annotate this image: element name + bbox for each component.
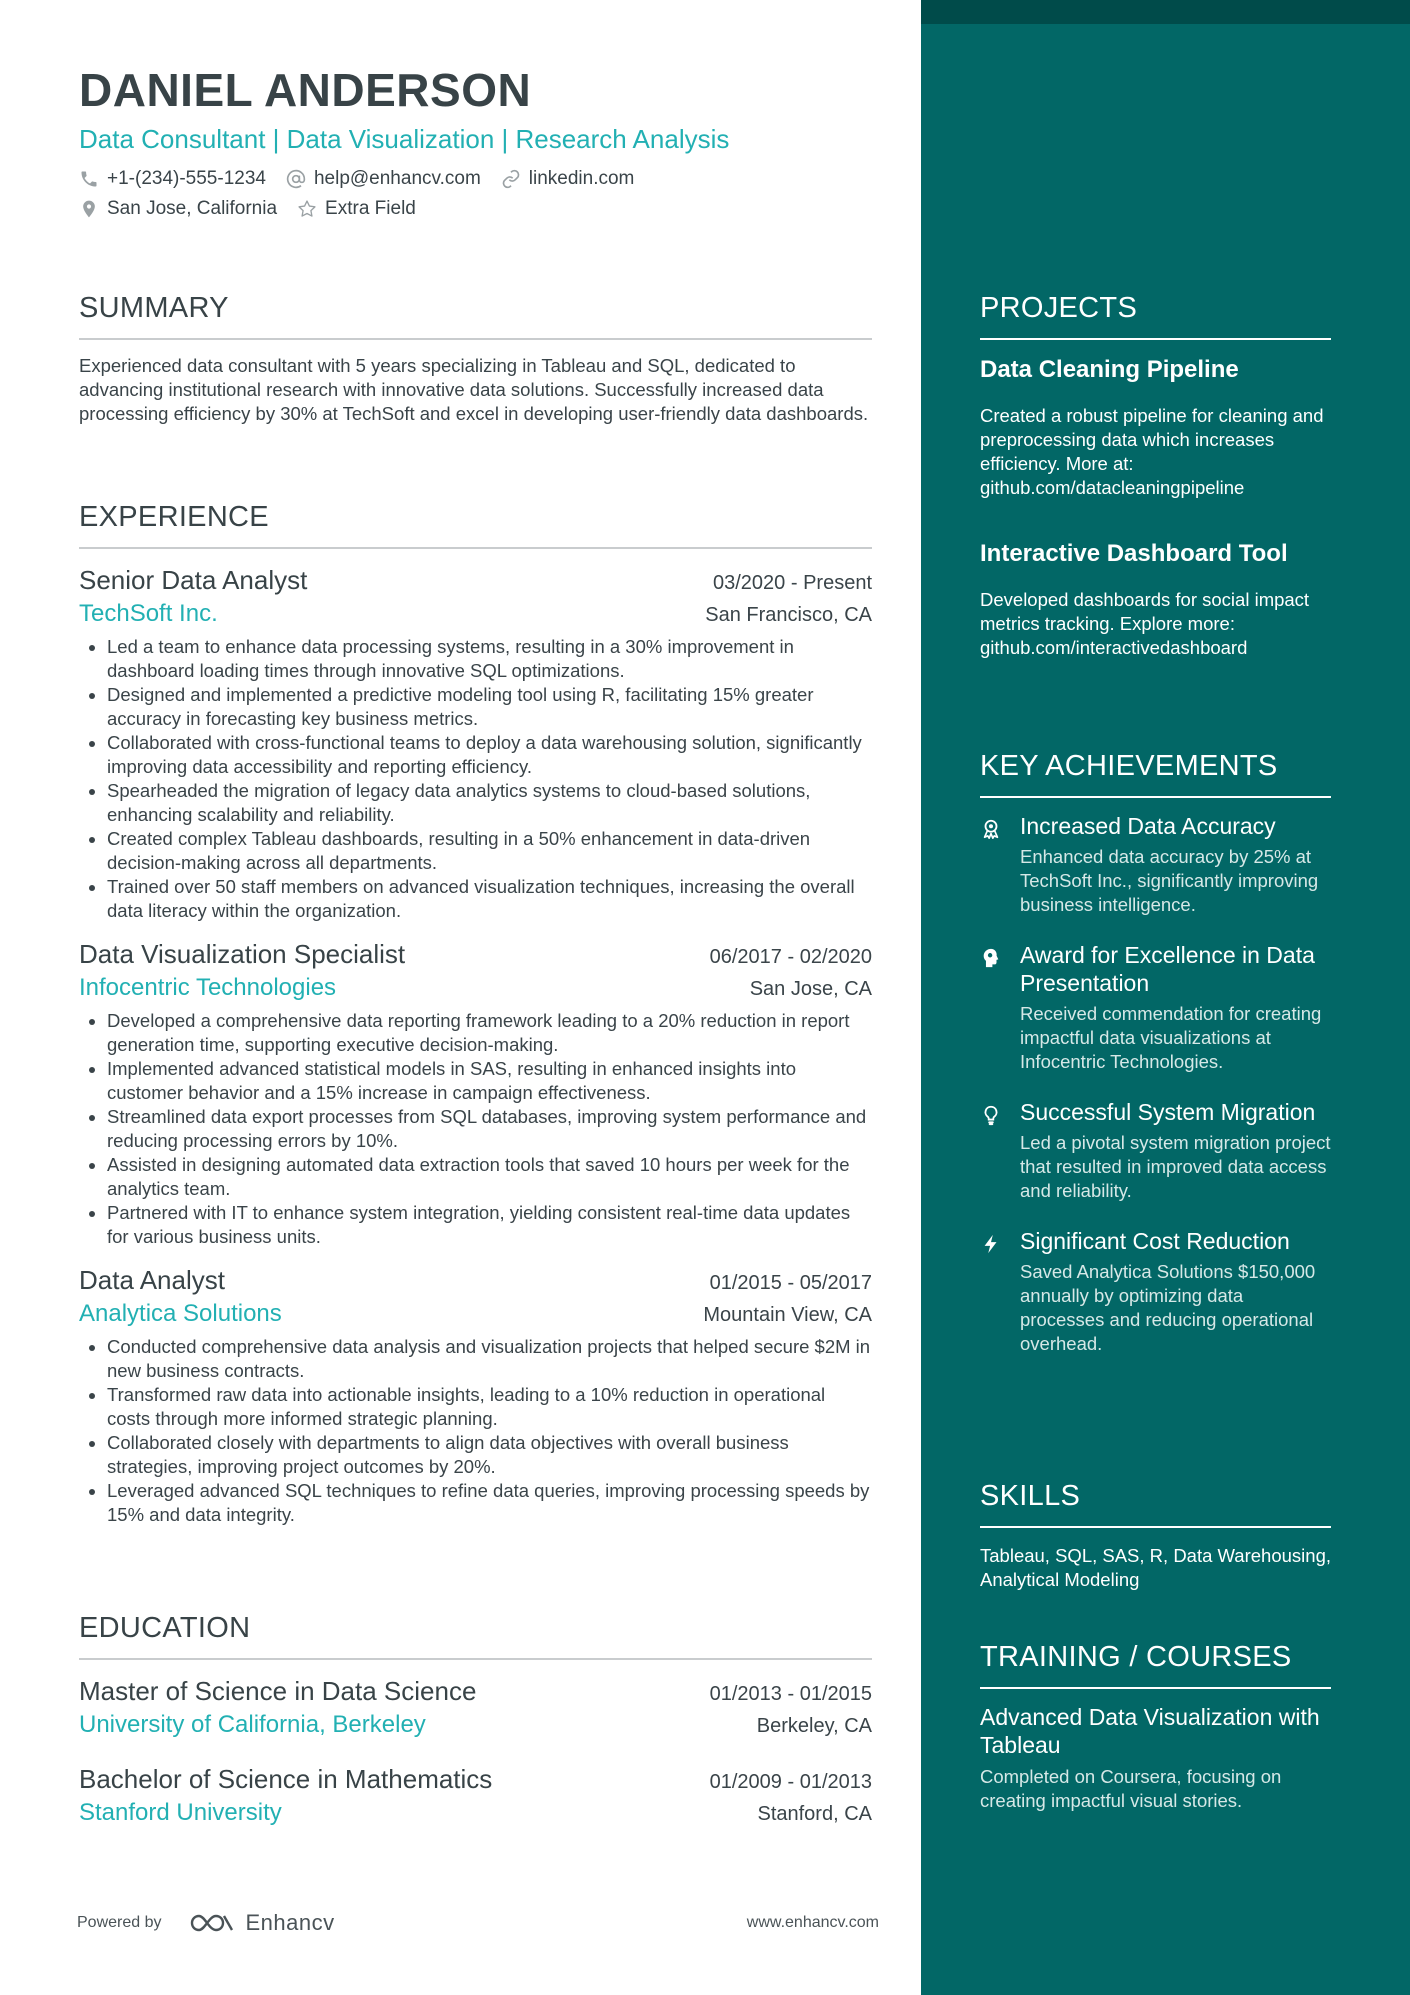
link-icon [501,169,521,189]
job-date: 06/2017 - 02/2020 [709,946,872,968]
sidebar [921,0,1410,1995]
experience-heading: EXPERIENCE [79,501,269,533]
resume-header [79,62,899,224]
job-entry [79,1263,872,1527]
company-name: Infocentric Technologies [79,974,337,1001]
head-brain-icon [980,941,1020,1074]
candidate-name: DANIEL ANDERSON [79,64,532,116]
skills-heading: SKILLS [980,1480,1081,1512]
bullet-item: Leveraged advanced SQL techniques to refine data queries, improving processing speeds by 15% and data integrity. [79,1479,872,1527]
bullet-item: Assisted in designing automated data extraction tools that saved 10 hours per week for the analytics team. [79,1153,872,1201]
summary-text: Experienced data consultant with 5 years specializing in Tableau and SQL, dedicated to advancing institutional research with innovative data solutions. Successfully increased data processing efficiency by 30% at TechSoft and excel in developing user-friendly data dashboards. [79,355,869,424]
section-divider [980,1687,1331,1689]
job-location: San Jose, CA [749,978,872,1000]
achievement-description: Saved Analytica Solutions $150,000 annually by optimizing data processes and reducing operational overhead. [1020,1261,1316,1354]
contact-email [286,164,481,194]
job-title: Senior Data Analyst [79,565,308,595]
job-bullets [79,1009,872,1249]
linkedin-text[interactable]: linkedin.com [528,168,635,189]
contact-location [79,194,277,224]
company-name: TechSoft Inc. [79,600,218,627]
section-divider [79,547,872,549]
projects-section [980,290,1331,660]
bullet-item: Streamlined data export processes from SQL databases, improving system performance and reducing processing errors by 10%. [79,1105,872,1153]
achievement-description: Received commendation for creating impactful data visualizations at Infocentric Technologies. [1020,1003,1322,1072]
achievement-description: Enhanced data accuracy by 25% at TechSoft Inc., significantly improving business intelligence. [1020,846,1319,915]
experience-section [79,499,872,1527]
summary-heading: SUMMARY [79,292,229,324]
training-section [980,1639,1331,1813]
education-entry [79,1762,872,1830]
bullet-item: Trained over 50 staff members on advanced visualization techniques, increasing the overall data literacy within the organization. [79,875,872,923]
achievement-item [980,1227,1331,1356]
contact-row-1 [79,164,899,194]
bullet-item: Partnered with IT to enhance system integration, yielding consistent real-time data updates for various business units. [79,1201,872,1249]
phone-icon [79,169,99,189]
job-bullets [79,635,872,923]
achievement-description: Led a pivotal system migration project that resulted in improved data access and reliability. [1020,1132,1331,1201]
contact-linkedin [501,164,635,194]
achievement-item [980,941,1331,1074]
bullet-item: Created complex Tableau dashboards, resulting in a 50% enhancement in data-driven decision-making across all departments. [79,827,872,875]
bullet-item: Led a team to enhance data processing systems, resulting in a 30% improvement in dashboard loading times through innovative SQL optimizations. [79,635,872,683]
section-divider [79,338,872,340]
extra-text: Extra Field [325,198,416,219]
sidebar-top-bar [921,0,1410,24]
achievements-heading: KEY ACHIEVEMENTS [980,750,1278,782]
job-location: Mountain View, CA [703,1304,872,1326]
bullet-item: Designed and implemented a predictive modeling tool using R, facilitating 15% greater accuracy in forecasting key business metrics. [79,683,872,731]
bullet-item: Implemented advanced statistical models in SAS, resulting in enhanced insights into customer behavior and a 15% increase in campaign effectiveness. [79,1057,872,1105]
school-location: Stanford, CA [757,1803,872,1825]
education-date: 01/2009 - 01/2013 [709,1771,872,1793]
course-title: Advanced Data Visualization with Tableau [980,1704,1320,1758]
award-ribbon-icon [980,812,1020,917]
school-name: Stanford University [79,1799,282,1826]
email-text[interactable]: help@enhancv.com [313,168,481,189]
job-date: 01/2015 - 05/2017 [709,1272,872,1294]
achievement-title: Award for Excellence in Data Presentation [1020,942,1315,996]
education-entry [79,1674,872,1742]
skills-section [980,1478,1331,1592]
company-name: Analytica Solutions [79,1300,282,1327]
bullet-item: Conducted comprehensive data analysis and visualization projects that helped secure $2M in new business contracts. [79,1335,872,1383]
course-description: Completed on Coursera, focusing on creating impactful visual stories. [980,1766,1282,1811]
job-date: 03/2020 - Present [713,572,872,594]
job-location: San Francisco, CA [705,604,872,626]
job-entry [79,563,872,923]
section-divider [79,1658,872,1660]
degree-title: Master of Science in Data Science [79,1676,477,1706]
website-link[interactable]: www.enhancv.com [746,1914,879,1931]
contact-extra [297,194,416,224]
bullet-item: Developed a comprehensive data reporting framework leading to a 20% reduction in report generation time, supporting executive decision-making. [79,1009,872,1057]
education-section [79,1610,872,1830]
bullet-item: Collaborated closely with departments to align data objectives with overall business strategies, improving project outcomes by 20%. [79,1431,872,1479]
at-sign-icon [286,169,306,189]
achievement-item [980,812,1331,917]
education-heading: EDUCATION [79,1612,251,1644]
project-title: Data Cleaning Pipeline [980,356,1239,383]
achievement-title: Increased Data Accuracy [1020,813,1276,839]
phone-text: +1-(234)-555-1234 [107,168,266,189]
skills-list: Tableau, SQL, SAS, R, Data Warehousing, Analytical Modeling [980,1545,1331,1590]
achievements-section [980,748,1331,1356]
job-entry [79,937,872,1249]
degree-title: Bachelor of Science in Mathematics [79,1764,493,1794]
training-heading: TRAINING / COURSES [980,1641,1292,1673]
powered-by-label: Powered by [77,1914,162,1931]
projects-heading: PROJECTS [980,292,1138,324]
project-title: Interactive Dashboard Tool [980,540,1288,567]
school-location: Berkeley, CA [756,1715,872,1737]
brand-name: Enhancv [245,1910,335,1935]
achievement-item [980,1098,1331,1203]
bullet-item: Transformed raw data into actionable insights, leading to a 10% reduction in operational costs through more informed strategic planning. [79,1383,872,1431]
section-divider [980,1526,1331,1528]
location-text: San Jose, California [107,198,278,219]
job-title: Data Visualization Specialist [79,939,406,969]
infinity-logo-icon [188,1910,236,1936]
achievement-title: Significant Cost Reduction [1020,1228,1290,1254]
map-pin-icon [79,199,99,219]
job-title: Data Analyst [79,1265,225,1295]
achievement-title: Successful System Migration [1020,1099,1316,1125]
enhancv-logo[interactable] [188,1910,335,1936]
lightbulb-icon [980,1098,1020,1203]
section-divider [980,796,1331,798]
contact-phone [79,164,266,194]
bullet-item: Collaborated with cross-functional teams to deploy a data warehousing solution, significantly improving data accessibility and reporting efficiency. [79,731,872,779]
candidate-title: Data Consultant | Data Visualization | Research Analysis [79,124,730,154]
page-footer [77,1910,879,1936]
project-description: Created a robust pipeline for cleaning and preprocessing data which increases efficiency. More at: github.com/datacleaningpipeline [980,405,1324,498]
education-date: 01/2013 - 01/2015 [709,1683,872,1705]
contact-row-2 [79,194,899,224]
job-bullets [79,1335,872,1527]
bullet-item: Spearheaded the migration of legacy data analytics systems to cloud-based solutions, enhancing scalability and reliability. [79,779,872,827]
section-divider [980,338,1331,340]
lightning-bolt-icon [980,1227,1020,1356]
powered-by [77,1910,335,1936]
school-name: University of California, Berkeley [79,1711,426,1738]
star-icon [297,199,317,219]
summary-section [79,290,872,426]
project-description: Developed dashboards for social impact metrics tracking. Explore more: github.com/interactivedashboard [980,589,1310,658]
